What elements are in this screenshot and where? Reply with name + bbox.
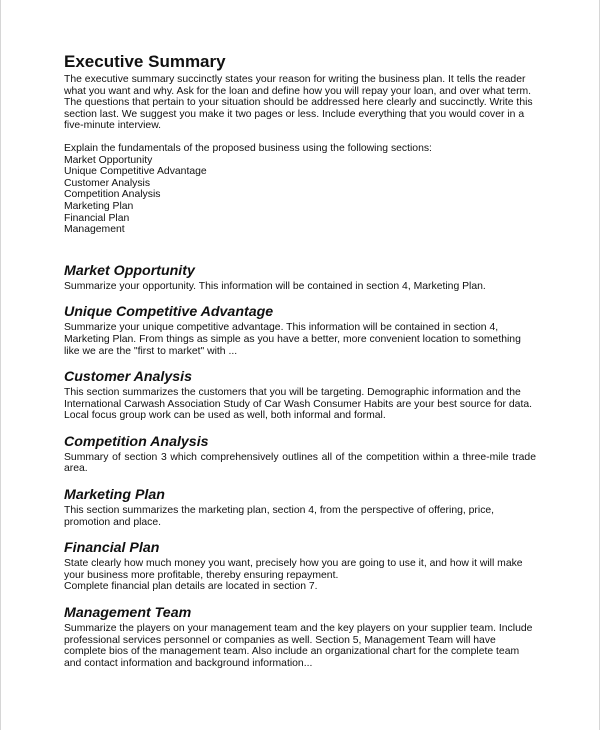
section-body: Summary of section 3 which comprehensively outlines all of the competition within a three-mile trade area. (64, 451, 536, 475)
section-competition-analysis (64, 434, 536, 475)
section-body: This section summarizes the customers that you will be targeting. Demographic information and the International Carwash Association Study of Car Wash Consumer Habits are your best source for data. Local focus group work can be used as well, both informal and formal. (64, 387, 532, 422)
spacer (64, 132, 536, 143)
page-left-edge (0, 0, 1, 730)
section-market-opportunity (64, 263, 536, 293)
section-marketing-plan (64, 487, 536, 528)
section-body: State clearly how much money you want, precisely how you are going to use it, and how it will make your business more profitable, thereby ensuring repayment. (64, 558, 523, 581)
list-item: Customer Analysis (64, 177, 151, 189)
page-title: Executive Summary (64, 52, 226, 71)
list-item: Market Opportunity (64, 154, 153, 166)
section-body: Summarize your opportunity. This information will be contained in section 4, Marketing Plan. (64, 280, 486, 292)
list-item: Marketing Plan (64, 200, 134, 212)
section-heading: Unique Competitive Advantage (64, 304, 274, 321)
section-heading: Financial Plan (64, 540, 160, 557)
document-page (64, 52, 536, 669)
section-heading: Marketing Plan (64, 487, 165, 504)
section-heading: Customer Analysis (64, 369, 192, 386)
section-heading: Market Opportunity (64, 262, 195, 279)
section-heading: Management Team (64, 605, 192, 622)
section-list (64, 155, 536, 236)
section-financial-plan (64, 540, 536, 593)
list-item: Unique Competitive Advantage (64, 166, 207, 178)
section-customer-analysis (64, 369, 536, 422)
section-heading: Competition Analysis (64, 433, 209, 450)
section-management-team (64, 605, 536, 669)
intro-paragraph: The executive summary succinctly states your reason for writing the business plan. It tells the reader what you want and why. Ask for the loan and define how you will repay your loan, and over what term. The questions that pertain to your situation should be addressed here clearly and succinctly. Write this section last. We suggest you make it two pages or less. Include everything that you would cover in a five-minute interview. (64, 74, 533, 132)
section-body: Summarize the players on your management team and the key players on your supplier team. Include professional services personnel or companies as well. Section 5, Management Team will have complete bios of the management team. Also include an organizational chart for the complete team and contact information and background information... (64, 623, 533, 669)
section-unique-competitive-advantage (64, 304, 536, 357)
list-item: Competition Analysis (64, 189, 161, 201)
section-body: Summarize your unique competitive advantage. This information will be contained in section 4, Marketing Plan. From things as simple as you have a better, more convenient location to something like we are the "first to market" with ... (64, 322, 521, 357)
section-body-2: Complete financial plan details are located in section 7. (64, 581, 318, 593)
section-body: This section summarizes the marketing plan, section 4, from the perspective of offering, price, promotion and place. (64, 505, 495, 528)
list-intro: Explain the fundamentals of the proposed business using the following sections: (64, 142, 432, 154)
list-item: Management (64, 224, 125, 236)
list-item: Financial Plan (64, 212, 130, 224)
